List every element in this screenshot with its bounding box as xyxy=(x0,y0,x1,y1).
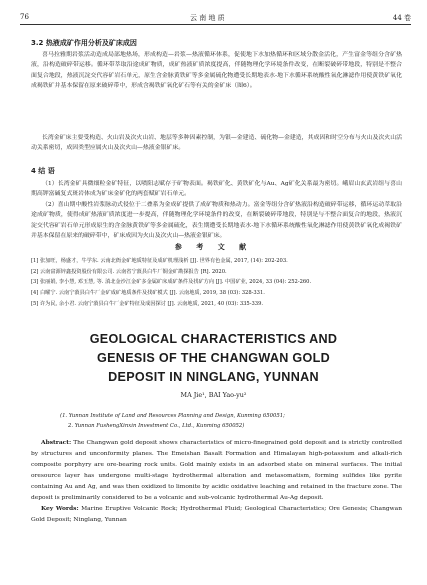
reference-item: [5] 许为民, 余小君. 云南宁蒗县白牛厂金矿特征及成因探讨 [J]. 云南地质, 2021, 40 (03): 335-339. xyxy=(31,300,264,307)
english-abstract xyxy=(31,438,402,526)
keywords-text: Marine Eruptive Volcanic Rock; Hydrothermal Fluid; Geological Characteristics; Ore Genesis; Changwan Gold Deposit; Ninglang, Yunnan xyxy=(31,506,402,524)
english-title-line: GEOLOGICAL CHARACTERISTICS AND xyxy=(89,332,338,346)
reference-item: [2] 云南富源锌鑫投资股份有限公司. 云南省宁蒗县白牛厂铜金矿勘探报告 [R]. 2020. xyxy=(31,268,227,275)
reference-item: [4] 白曜宁. 云南宁蒗县白牛厂金矿成矿地质条件及找矿模式 [J]. 云南地质, 2019, 38 (03): 328-331. xyxy=(31,290,265,297)
reference-item: [3] 张丽娟, 李小慧, 邓玉慧, 等. 滇北金沙江金矿多金属矿床成矿条件及找矿方向 [J]. 中国矿业, 2024, 33 (04): 252-260. xyxy=(31,279,312,286)
section-3-2-paragraph-1: 喜马拉雅期岩浆活动造成局部地热场，形成构造—岩浆—热液循环体系，促使地下水加热循环和区域分散金活化，产生富金等组分含矿热液，沿构造破碎带运移。循环带萃取沿途成矿物质，成矿热液矿质浓度提高，伴随物理化学环境条件改变，在断裂破碎带地段，特别是不整合面复合地段，热液沉淀交代容矿岩石单元，原生含金脉黄铁矿等多金属硫化物遭受长期地表水-地下水循环系统酸性氧化淋滤作用使黄铁矿氧化成褐铁矿并基本保留在原来破碎带中，形成含褐铁矿氧化矿石等有关的金矿床（图6）。 xyxy=(31,52,402,89)
english-title xyxy=(0,330,427,387)
abstract-label: Abstract: xyxy=(41,439,72,446)
conclusion-point-1: （1）长湾金矿具微细粒金矿特征，以喷阳志赋存于矿物表面。褐铁矿化、黄铁矿化与Au、Ag矿化关系最为密切。峨眉山玄武岩组与喜山期高钾富碱复式斑岩体成为矿床金矿化的两套赋矿岩石单元。 xyxy=(31,181,402,198)
english-title-line: DEPOSIT IN NINGLANG, YUNNAN xyxy=(108,370,319,384)
conclusion-point-2: （2）喜山期中酸性岩浆脉动式侵位于二叠系为金成矿提供了成矿物质和热动力。富金等组分含矿热液沿构造破碎带运移，循环运动萃取沿途成矿物质，使得成矿热液矿质浓度进一步提高，伴随物理化学环境条件的改变，在断裂破碎带地段，特别是与不整合面复合的地段，热液沉淀交代容矿岩石单元形成原生的含金脉黄铁矿等多金属硫化，表生期遭受长期地表水-地下水循环系统酸性氧化淋滤作用使黄铁矿氧化成褐铁矿并基本保留在原来的破碎带中，矿床成因为火山及次火山—热液金银矿床。 xyxy=(31,202,402,239)
references-title: 参 考 文 献 xyxy=(174,243,253,251)
english-authors: MA Jie¹, BAI Yao-yu² xyxy=(180,391,247,399)
affiliations xyxy=(60,412,380,431)
running-header xyxy=(20,12,411,25)
affiliation-1: (1. Yunnan Institute of Land and Resources Planning and Design, Kunming 650051; xyxy=(60,413,285,419)
journal-name: 云 南 地 质 xyxy=(190,14,225,22)
abstract-text: The Changwan gold deposit shows characteristics of micro-finegrained gold deposit and is strictly controlled by structures and unconformity planes. The Emeishan Basalt Formation and Himalayan high-potassium and alkali-rich composite porphyry are ore-bearing rock units. Gold mainly exists in an adsorbed state on mineral surfaces. The initial oresource layer has undergone multi-stage hydrothermal alteration and metasomatism, forming sulfides like pyrite containing Au and Ag, and was then oxidized to limonite by acidic oxidative leaching and retained in the fracture zone. The deposit is preliminarily considered to be a volcanic and sub-volcanic hydrothermal Au-Ag deposit. xyxy=(31,440,402,501)
reference-item: [1] 张加旺，杨盛才，牛学东. 云南北衙金矿地质特征及成矿机理浅析 [J]. 世界有色金属, 2017, (14): 202-203. xyxy=(31,258,288,264)
section-3-2-paragraph-2: 长湾金矿床主要受构造、火山岩及次火山岩、地层等多种因素控制，为银—金建造、硫化物—金建造，其成因和时空分布与火山及次火山活动关系密切，成因类型应属火山及次火山—热液金银矿床。 xyxy=(31,135,402,152)
english-title-line: GENESIS OF THE CHANGWAN GOLD xyxy=(97,351,330,365)
keywords-label: Key Words: xyxy=(41,505,79,513)
affiliation-2: 2. Yunnan FushengXinxin Investment Co., Ltd., Kunming 650052) xyxy=(68,422,245,429)
reference-list xyxy=(31,256,402,310)
page-number: 76 xyxy=(20,13,29,21)
section-3-2-title: 3.2 热液成矿作用分析及矿床成因 xyxy=(31,39,137,47)
volume-label: 44 卷 xyxy=(392,14,411,22)
section-4-title: 4 结 语 xyxy=(31,167,55,175)
